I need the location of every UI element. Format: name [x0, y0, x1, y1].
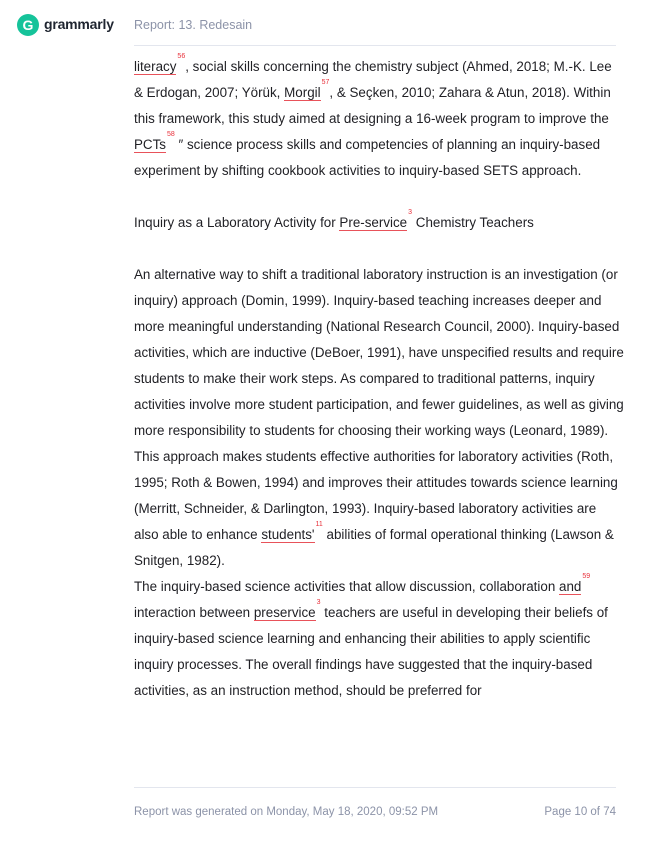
match-number-badge[interactable]: 57: [321, 78, 330, 86]
flagged-text[interactable]: and: [559, 579, 582, 594]
report-title: Report: 13. Redesain: [134, 18, 253, 32]
footer-divider: [134, 787, 616, 788]
match-number-badge[interactable]: 58: [167, 130, 175, 138]
flagged-text[interactable]: Morgil: [284, 85, 321, 100]
text-run: , & Seçken, 2010; Zahara & Atun, 2018). Within this framework, this study aimed at designing a 16-week program to improve the: [134, 85, 611, 126]
paragraph: [134, 54, 624, 184]
brand-name: grammarly: [44, 16, 114, 32]
text-run: An alternative way to shift a traditional laboratory instruction is an investigation (or inquiry) approach (Domin, 1999). Inquiry-based teaching increases deeper and more meaningful understanding (National Research Council, 2000). Inquiry-based activities, which are inductive (DeBoer, 1991), have unspecified results and require students to make their work steps. As compared to traditional patterns, inquiry activities involve more student participation, and fewer guidelines, as well as giving more responsibility to students for choosing their working ways (Leonard, 1989). This approach makes students effective authorities for laboratory activities (Roth, 1995; Roth & Bowen, 1994) and improves their attitudes towards science learning (Merritt, Schneider, & Darlington, 1993). Inquiry-based laboratory activities are also able to enhance: [134, 267, 624, 542]
match-number-badge[interactable]: 56: [177, 52, 186, 60]
flagged-text[interactable]: literacy: [134, 59, 177, 74]
section-heading: [134, 210, 624, 236]
text-run: teachers are useful in developing their beliefs of inquiry-based science learning and enhancing their abilities to apply scientific inquiry processes. The overall findings have suggested that the inquiry-based activities, as an instruction method, should be preferred for: [134, 605, 608, 698]
page-number: Page 10 of 74: [544, 806, 616, 818]
match-number-badge[interactable]: 11: [315, 520, 323, 528]
text-run: , social skills concerning the chemistry subject (Ahmed, 2018; M.-K. Lee & Erdogan, 2007; Yörük,: [134, 59, 612, 100]
paragraph: [134, 262, 624, 574]
flagged-text[interactable]: preservice: [253, 605, 316, 620]
text-run: The inquiry-based science activities that allow discussion, collaboration: [134, 579, 559, 594]
flagged-text[interactable]: PCTs: [134, 137, 166, 152]
flagged-text[interactable]: students': [261, 527, 315, 542]
document-body: [134, 54, 624, 704]
flagged-text[interactable]: Pre-service: [339, 215, 408, 230]
text-run: Chemistry Teachers: [412, 215, 534, 230]
paragraph-gap: [134, 236, 624, 262]
report-header: [0, 0, 650, 46]
paragraph-gap: [134, 184, 624, 210]
match-number-badge[interactable]: 59: [582, 572, 591, 580]
match-number-badge[interactable]: 3: [408, 208, 413, 216]
report-generated-date: Report was generated on Monday, May 18, 2020, 09:52 PM: [134, 806, 439, 818]
text-run: interaction between: [134, 605, 254, 620]
text-run: ″ science process skills and competencies of planning an inquiry-based experiment by shifting cookbook activities to inquiry-based SETS approach.: [134, 137, 601, 178]
match-number-badge[interactable]: 3: [316, 598, 321, 606]
paragraph: [134, 574, 624, 704]
header-divider: [134, 45, 616, 46]
grammarly-logo-icon: G: [17, 14, 39, 36]
text-run: Inquiry as a Laboratory Activity for: [134, 215, 340, 230]
text-run: abilities of formal operational thinking (Lawson & Snitgen, 1982).: [134, 527, 614, 568]
